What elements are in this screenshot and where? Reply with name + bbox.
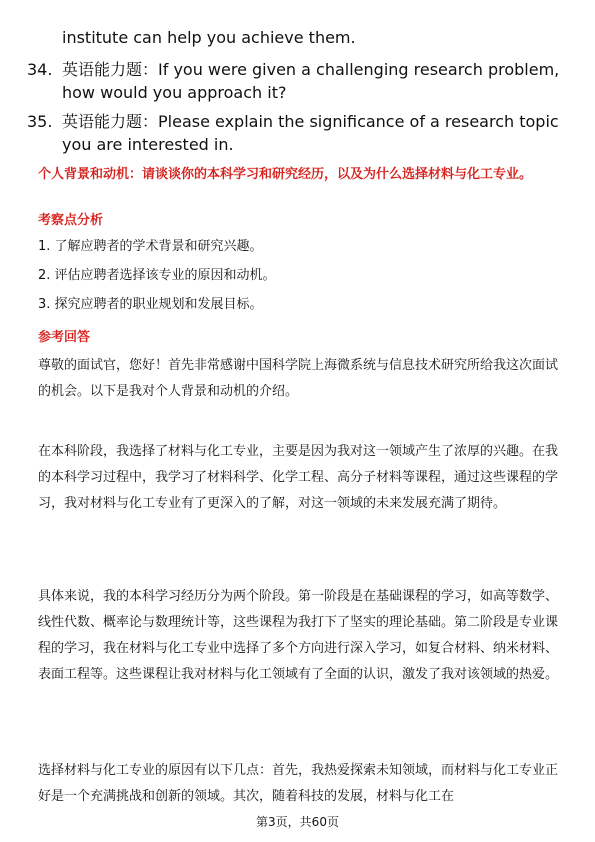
question-35-text: 英语能力题：Please explain the significance of a research topic you are interested in. xyxy=(62,112,559,154)
answer-paragraph: 具体来说，我的本科学习经历分为两个阶段。第一阶段是在基础课程的学习，如高等数学、线性代数、概率论与数理统计等，这些课程为我打下了坚实的理论基础。第二阶段是专业课程的学习，我在材料与化工专业中选择了多个方向进行深入学习，如复合材料、纳米材料、表面工程等。这些课程让我对材料与化工领域有了全面的认识，激发了我对该领域的热爱。 xyxy=(38,589,559,682)
answer-paragraph: 尊敬的面试官，您好！首先非常感谢中国科学院上海微系统与信息技术研究所给我这次面试的机会。以下是我对个人背景和动机的介绍。 xyxy=(38,358,559,399)
answer-paragraph: 选择材料与化工专业的原因有以下几点：首先，我热爱探索未知领域，而材料与化工专业正好是一个充满挑战和创新的领域。其次，随着科技的发展，材料与化工在 xyxy=(38,763,559,804)
question-34-number: 34. xyxy=(27,60,53,79)
analysis-item: 2. 评估应聘者选择该专业的原因和动机。 xyxy=(38,268,276,283)
section-title: 个人背景和动机：请谈谈你的本科学习和研究经历，以及为什么选择材料与化工专业。 xyxy=(38,167,533,182)
question-34-text: 英语能力题：If you were given a challenging research problem, how would you approach it? xyxy=(62,60,560,102)
continuation-text: institute can help you achieve them. xyxy=(62,28,356,47)
analysis-item: 1. 了解应聘者的学术背景和研究兴趣。 xyxy=(38,239,263,254)
analysis-item: 3. 探究应聘者的职业规划和发展目标。 xyxy=(38,297,263,312)
analysis-heading: 考察点分析 xyxy=(38,213,104,228)
page-footer: 第3页，共60页 xyxy=(256,815,339,829)
answer-heading: 参考回答 xyxy=(38,330,91,345)
answer-paragraph: 在本科阶段，我选择了材料与化工专业，主要是因为我对这一领域产生了浓厚的兴趣。在我的本科学习过程中，我学习了材料科学、化学工程、高分子材料等课程，通过这些课程的学习，我对材料与化工专业有了更深入的了解，对这一领域的未来发展充满了期待。 xyxy=(38,444,559,511)
question-35-number: 35. xyxy=(27,112,53,131)
